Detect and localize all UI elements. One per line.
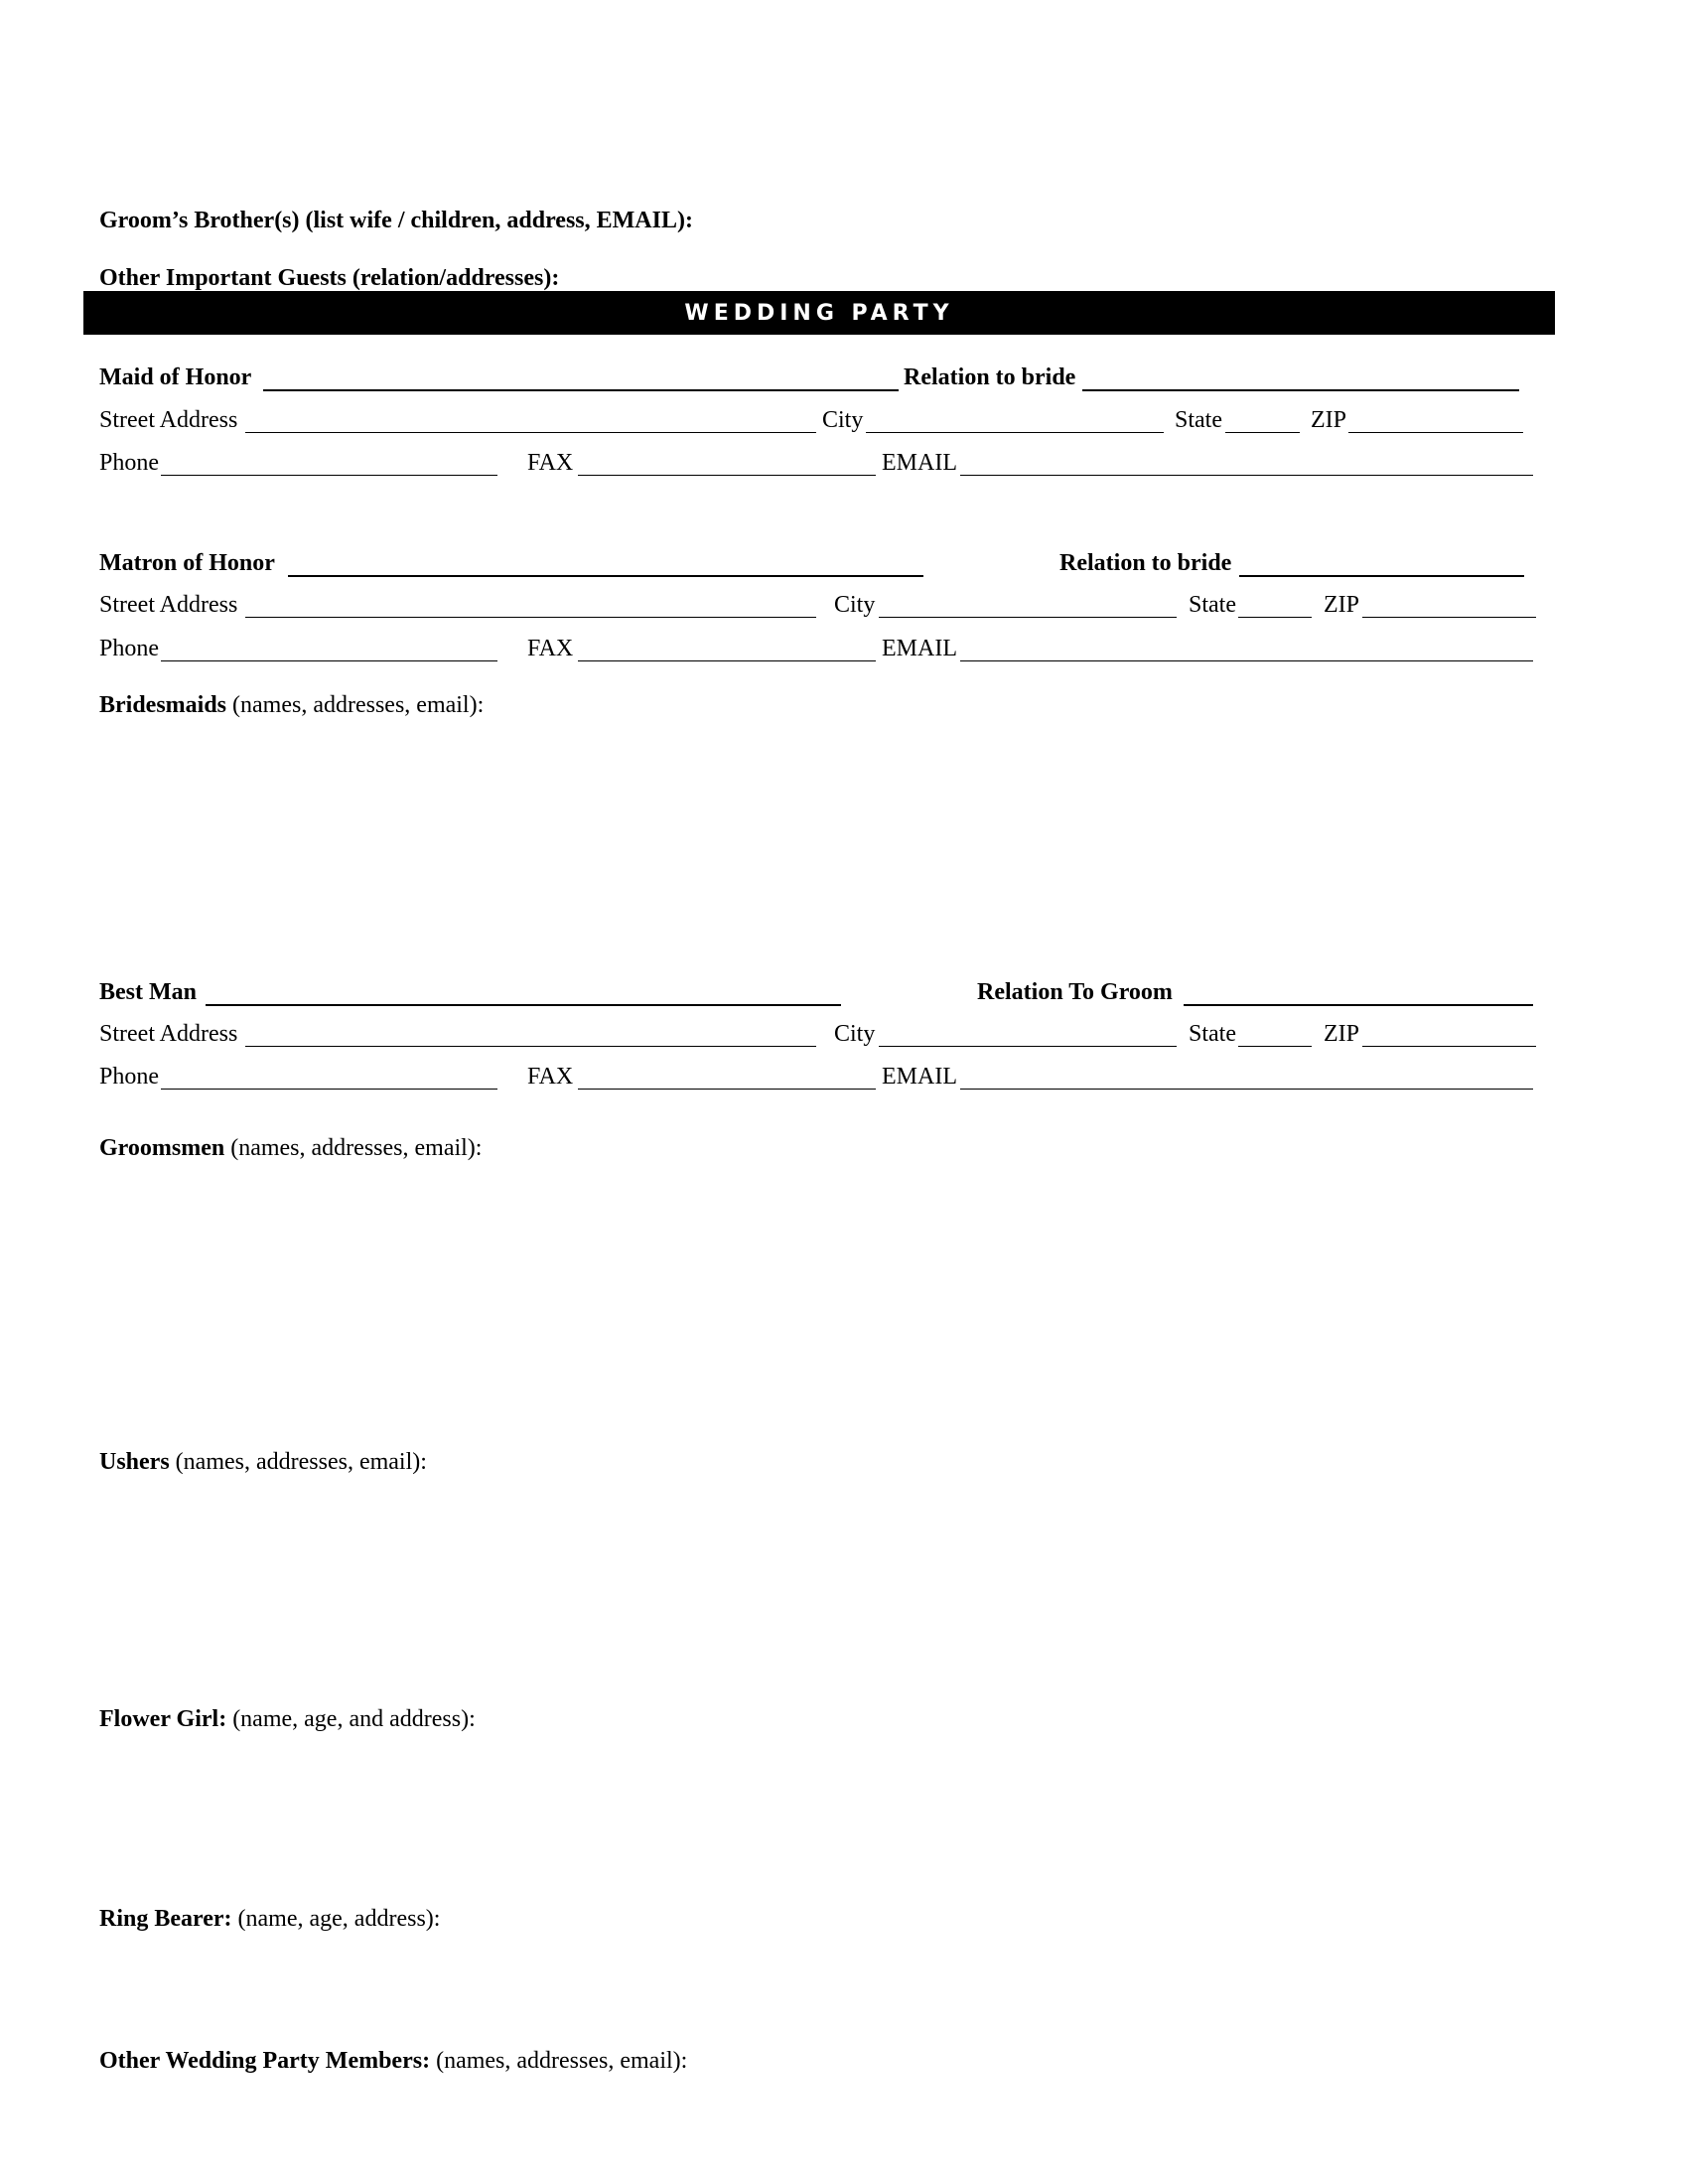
maid-city-field[interactable]	[866, 406, 1164, 433]
grooms-brothers-label: Groom’s Brother(s) (list wife / children, address, EMAIL):	[99, 208, 693, 233]
matron-phone-field[interactable]	[161, 635, 497, 661]
matron-relation-label: Relation to bride	[1059, 550, 1232, 576]
maid-fax-label: FAX	[527, 450, 574, 476]
best-man-label: Best Man	[99, 979, 197, 1005]
groomsmen-hint: (names, addresses, email):	[230, 1135, 483, 1161]
matron-relation-field[interactable]	[1239, 549, 1524, 577]
maid-street-field[interactable]	[245, 406, 816, 433]
matron-state-field[interactable]	[1238, 591, 1312, 618]
maid-phone-field[interactable]	[161, 449, 497, 476]
ushers-hint: (names, addresses, email):	[175, 1449, 427, 1475]
best-man-city-field[interactable]	[879, 1020, 1177, 1047]
matron-fax-field[interactable]	[578, 635, 876, 661]
best-man-relation-label: Relation To Groom	[977, 979, 1173, 1005]
flower-girl-heading	[99, 1707, 476, 1731]
maid-zip-label: ZIP	[1311, 407, 1346, 433]
maid-relation-label: Relation to bride	[904, 364, 1076, 390]
groomsmen-label: Groomsmen	[99, 1135, 225, 1161]
best-man-fax-label: FAX	[527, 1064, 574, 1090]
maid-email-label: EMAIL	[882, 450, 957, 476]
matron-of-honor-label: Matron of Honor	[99, 550, 275, 576]
maid-state-label: State	[1175, 407, 1222, 433]
matron-zip-label: ZIP	[1324, 592, 1359, 618]
groomsmen-heading	[99, 1136, 482, 1160]
best-man-name-field[interactable]	[206, 978, 841, 1006]
maid-city-label: City	[822, 407, 864, 433]
best-man-phone-field[interactable]	[161, 1063, 497, 1090]
matron-phone-label: Phone	[99, 636, 159, 661]
other-members-label: Other Wedding Party Members:	[99, 2048, 431, 2074]
best-man-city-label: City	[834, 1021, 876, 1047]
other-important-guests-label: Other Important Guests (relation/addresses):	[99, 265, 560, 291]
maid-of-honor-label: Maid of Honor	[99, 364, 252, 390]
maid-phone-label: Phone	[99, 450, 159, 476]
ring-bearer-hint: (name, age, address):	[237, 1906, 441, 1932]
matron-city-field[interactable]	[879, 591, 1177, 618]
bridesmaids-heading	[99, 693, 484, 717]
matron-zip-field[interactable]	[1362, 591, 1536, 618]
bridesmaids-hint: (names, addresses, email):	[232, 692, 485, 718]
maid-email-field[interactable]	[960, 449, 1533, 476]
best-man-state-label: State	[1189, 1021, 1236, 1047]
flower-girl-hint: (name, age, and address):	[232, 1706, 476, 1732]
best-man-zip-label: ZIP	[1324, 1021, 1359, 1047]
best-man-street-label: Street Address	[99, 1021, 238, 1047]
maid-zip-field[interactable]	[1348, 406, 1523, 433]
matron-street-label: Street Address	[99, 592, 238, 618]
maid-fax-field[interactable]	[578, 449, 876, 476]
maid-street-label: Street Address	[99, 407, 238, 433]
flower-girl-label: Flower Girl:	[99, 1706, 227, 1732]
ring-bearer-label: Ring Bearer:	[99, 1906, 232, 1932]
maid-of-honor-name-field[interactable]	[263, 364, 899, 391]
best-man-phone-label: Phone	[99, 1064, 159, 1090]
best-man-zip-field[interactable]	[1362, 1020, 1536, 1047]
best-man-email-field[interactable]	[960, 1063, 1533, 1090]
matron-email-field[interactable]	[960, 635, 1533, 661]
matron-fax-label: FAX	[527, 636, 574, 661]
matron-of-honor-name-field[interactable]	[288, 549, 923, 577]
ring-bearer-heading	[99, 1907, 440, 1931]
best-man-state-field[interactable]	[1238, 1020, 1312, 1047]
best-man-fax-field[interactable]	[578, 1063, 876, 1090]
other-members-heading	[99, 2049, 687, 2073]
bridesmaids-label: Bridesmaids	[99, 692, 227, 718]
banner-title: WEDDING PARTY	[684, 300, 954, 326]
ushers-heading	[99, 1450, 427, 1474]
matron-street-field[interactable]	[245, 591, 816, 618]
matron-city-label: City	[834, 592, 876, 618]
best-man-relation-field[interactable]	[1184, 978, 1533, 1006]
ushers-label: Ushers	[99, 1449, 170, 1475]
matron-email-label: EMAIL	[882, 636, 957, 661]
best-man-email-label: EMAIL	[882, 1064, 957, 1090]
maid-relation-field[interactable]	[1082, 364, 1519, 391]
best-man-street-field[interactable]	[245, 1020, 816, 1047]
other-members-hint: (names, addresses, email):	[436, 2048, 688, 2074]
maid-state-field[interactable]	[1225, 406, 1300, 433]
wedding-party-banner	[83, 291, 1555, 335]
matron-state-label: State	[1189, 592, 1236, 618]
